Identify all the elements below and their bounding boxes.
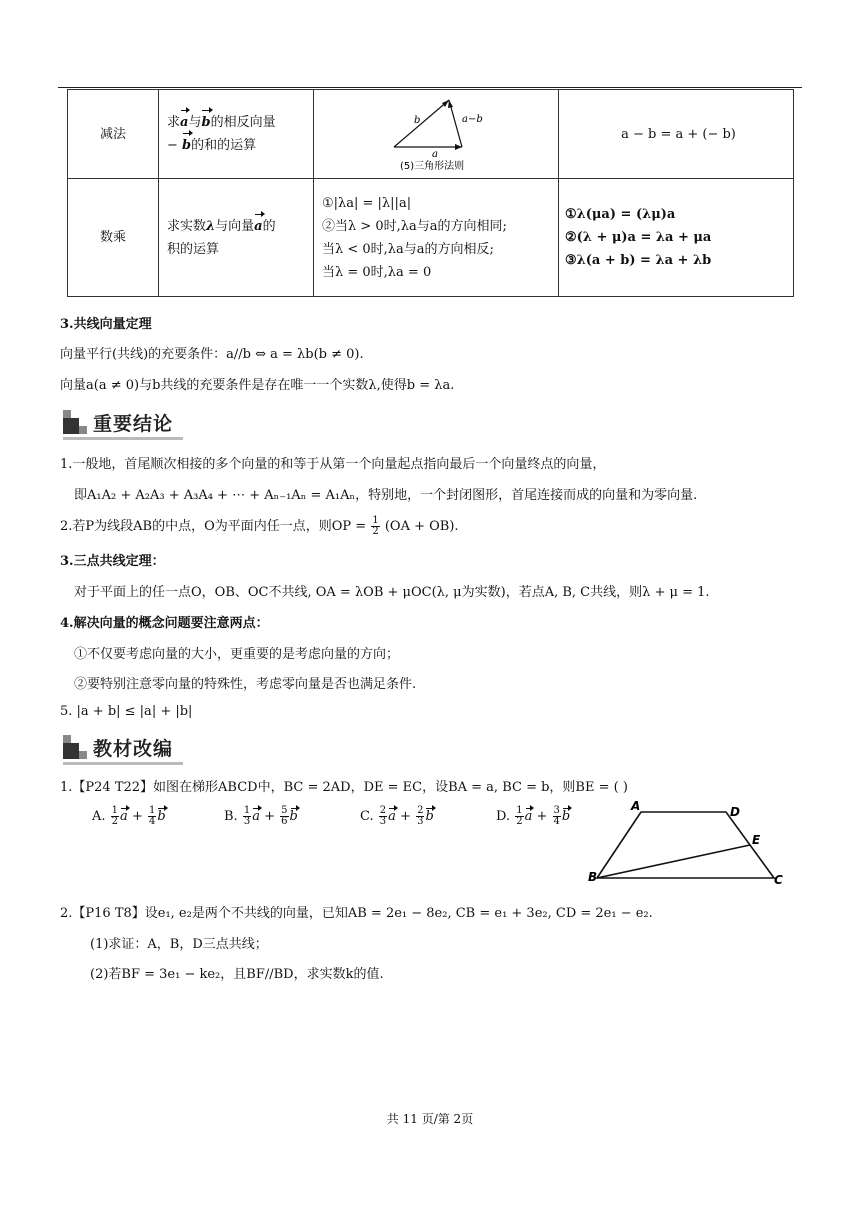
section-heading (63, 408, 173, 436)
problem-subpart: (2)若BF = 3e₁ − ke₂，且BF//BD，求实数k的值. (90, 967, 384, 982)
paragraph: 1.一般地，首尾顺次相接的多个向量的和等于从第一个向量起点指向最后一个向量终点的向量， (60, 457, 606, 472)
vertex-a-label: A (631, 799, 641, 813)
operation-law (559, 179, 794, 297)
paragraph: 5. |a + b| ≤ |a| + |b| (60, 704, 193, 719)
paragraph: 2.若P为线段AB的中点，O为平面内任一点，则OP = $\frac{1}{2}$ (OA + OB). (60, 515, 459, 537)
triangle-rule-figure (314, 90, 559, 179)
property-line: 当λ = 0时,λa = 0 (322, 264, 432, 280)
page-footer: 共 11 页/第 2页 (386, 1112, 474, 1126)
problem-text: 1.【P24 T22】如图在梯形ABCD中，BC = 2AD，DE = EC，设BA = a, BC = b，则BE = ( ) (60, 780, 628, 795)
operation-name: 数乘 (68, 179, 159, 297)
heading-text: 教材改编 (93, 737, 174, 760)
section-title: 3.共线向量定理 (60, 317, 152, 332)
choice-b: B. $\frac{1}{3}$ a + $\frac{5}{6}$ b (224, 805, 298, 827)
vertex-b-label: B (588, 870, 598, 884)
paragraph: 4.解决向量的概念问题要注意两点： (60, 616, 269, 631)
figure-caption: (5)三角形法则 (400, 161, 465, 172)
paragraph: 向量a(a ≠ 0)与b共线的充要条件是存在唯一一个实数λ,使得b = λa. (60, 378, 455, 393)
label-a: a (432, 149, 438, 160)
choice-d: D. $\frac{1}{2}$ a + $\frac{3}{4}$ b (496, 805, 571, 827)
heading-text: 重要结论 (93, 412, 174, 435)
choice-c: C. $\frac{2}{3}$ a + $\frac{2}{3}$ b (360, 805, 434, 827)
paragraph: 即A₁A₂ + A₂A₃ + A₃A₄ + ⋯ + Aₙ₋₁Aₙ = A₁Aₙ，特别地，一个封闭图形，首尾连接而成的向量和为零向量. (74, 488, 698, 503)
label-b: b (414, 115, 421, 126)
problem-text: 2.【P16 T8】设e₁, e₂是两个不共线的向量，已知AB = 2e₁ − 8e₂, CB = e₁ + 3e₂, CD = 2e₁ − e₂. (60, 906, 653, 921)
law-line: ①λ(μa) = (λμ)a (565, 207, 676, 222)
heading-square-icon (63, 410, 87, 434)
vertex-c-label: C (774, 873, 783, 887)
paragraph: ②要特别注意零向量的特殊性，考虑零向量是否也满足条件. (74, 677, 417, 692)
label-a-minus-b: a−b (462, 114, 483, 125)
law-line: ③λ(a + b) = λa + λb (565, 253, 712, 268)
vector-operations-table (67, 89, 794, 297)
property-line: ②当λ > 0时,λa与a的方向相同; (322, 218, 507, 234)
operation-description: 求实数λ与向量a的 积的运算 (159, 179, 314, 297)
property-line: 当λ < 0时,λa与a的方向相反; (322, 241, 494, 257)
law-line: ②(λ + μ)a = λa + μa (565, 230, 712, 245)
paragraph: 3.三点共线定理： (60, 554, 165, 569)
scalar-properties (314, 179, 559, 297)
paragraph: 向量平行(共线)的充要条件：a//b ⇔ a = λb(b ≠ 0). (60, 347, 364, 362)
heading-square-icon (63, 735, 87, 759)
trapezoid-figure (582, 798, 792, 890)
table-row (68, 179, 794, 297)
paragraph: 对于平面上的任一点O，OB、OC不共线, OA = λOB + μOC(λ, μ为实数)，若点A, B, C共线，则λ + μ = 1. (74, 585, 710, 600)
vertex-e-label: E (752, 833, 761, 847)
property-line: ①|λa| = |λ||a| (322, 195, 412, 211)
section-heading (63, 733, 173, 761)
triangle-diagram (382, 95, 502, 173)
paragraph: ①不仅要考虑向量的大小，更重要的是考虑向量的方向； (74, 647, 400, 662)
fraction: $\frac{1}{2}$ (372, 515, 379, 537)
vertex-d-label: D (730, 805, 740, 819)
operation-name: 减法 (68, 90, 159, 179)
operation-description: 求a与b的相反向量 − b的和的运算 (159, 90, 314, 179)
problem-subpart: (1)求证：A，B，D三点共线； (90, 937, 268, 952)
top-rule (58, 87, 802, 88)
operation-law: a − b = a + (− b) (559, 90, 794, 179)
choice-a: A. $\frac{1}{2}$ a + $\frac{1}{4}$ b (92, 805, 166, 827)
table-row (68, 90, 794, 179)
